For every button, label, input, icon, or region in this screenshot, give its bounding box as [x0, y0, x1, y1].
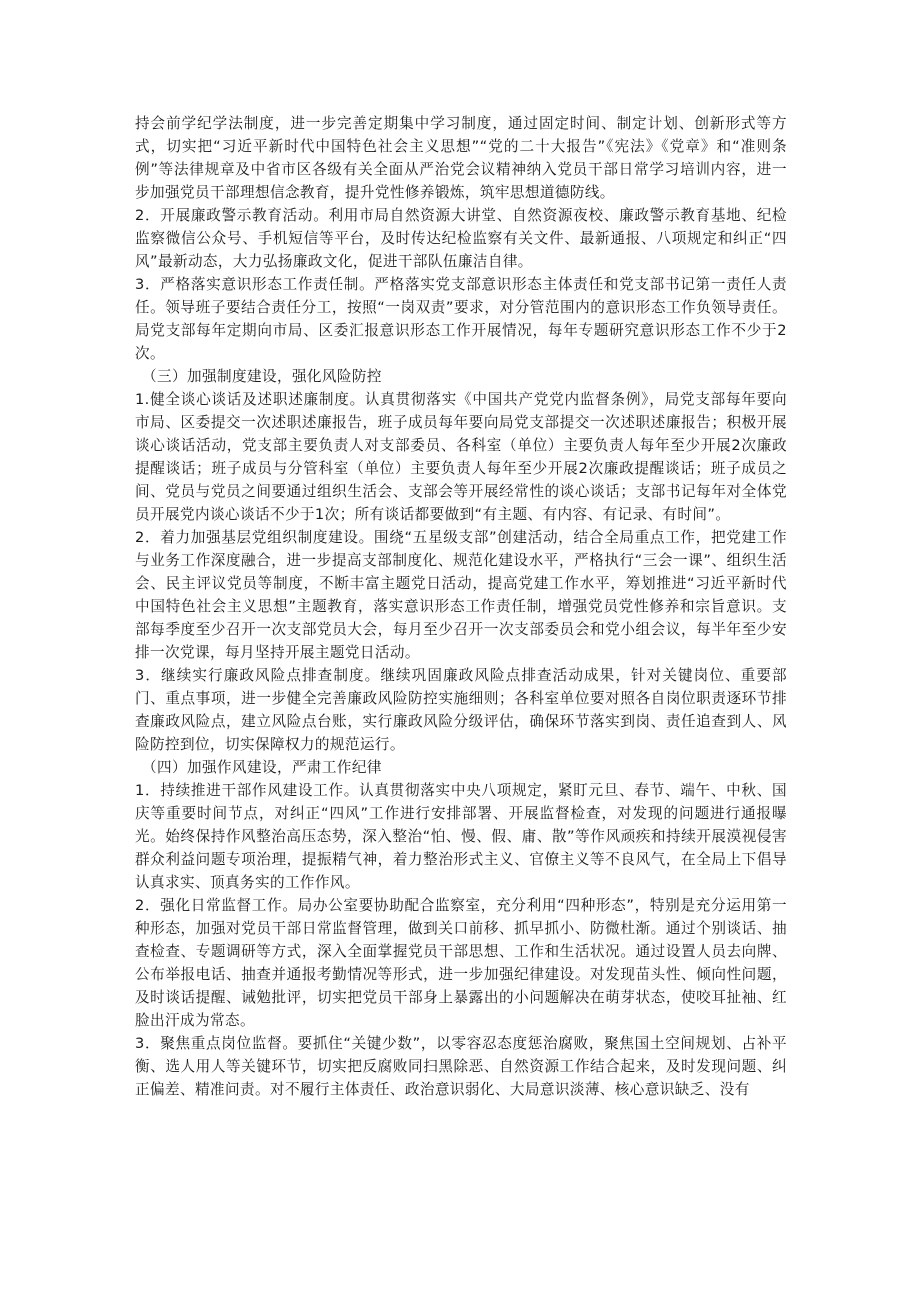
paragraph-risk-check: 3．继续实行廉政风险点排查制度。继续巩固廉政风险点排查活动成果，针对关键岗位、重要部门、重点事项，进一步健全完善廉政风险防控实施细则；各科室单位要对照各自岗位职责逐环节排查廉政风险点，建立风险点台账，实行廉政风险分级评估，确保环节落实到岗、责任追查到人、风险防控到位，切实保障权力的规范运行。: [135, 667, 787, 753]
paragraph-party-organization: 2．着力加强基层党组织制度建设。围绕“五星级支部”创建活动，结合全局重点工作，把党建工作与业务工作深度融合，进一步提高支部制度化、规范化建设水平，严格执行“三会一课”、组织生活会、民主评议党员等制度，不断丰富主题党日活动，提高党建工作水平，筹划推进“习近平新时代中国特色社会主义思想”主题教育，落实意识形态工作责任制，增强党员党性修养和宗旨意识。支部每季度至少召开一次支部党员大会，每月至少召开一次支部委员会和党小组会议，每半年至少安排一次党课，每月坚持开展主题党日活动。: [135, 529, 787, 661]
paragraph-daily-supervision: 2．强化日常监督工作。局办公室要协助配合监察室，充分利用“四种形态”，特别是充分运用第一种形态，加强对党员干部日常监督管理，做到关口前移、抓早抓小、防微杜渐。通过个别谈话、抽查检查、专题调研等方式，深入全面掌握党员干部思想、工作和生活状况。通过设置人员去向牌、公布举报电话、抽查并通报考勤情况等形式，进一步加强纪律建设。对发现苗头性、倾向性问题，及时谈话提醒、诫勉批评，切实把党员干部身上暴露出的小问题解决在萌芽状态，使咬耳扯袖、红脸出汗成为常态。: [135, 897, 787, 1029]
section-heading-4: （四）加强作风建设，严肃工作纪律: [142, 759, 382, 776]
paragraph-talk-system: 1.健全谈心谈话及述职述廉制度。认真贯彻落实《中国共产党党内监督条例》，局党支部每年要向市局、区委提交一次述职述廉报告，班子成员每年要向局党支部提交一次述职述廉报告；积极开展谈心谈话活动，党支部主要负责人对支部委员、各科室（单位）主要负责人每年至少开展2次廉政提醒谈话；班子成员与分管科室（单位）主要负责人每年至少开展2次廉政提醒谈话；班子成员之间、党员与党员之间要通过组织生活会、支部会等开展经常性的谈心谈话；支部书记每年对全体党员开展党内谈心谈话不少于1次；所有谈话都要做到“有主题、有内容、有记录、有时间”。: [135, 391, 787, 523]
paragraph-study-system: 持会前学纪学法制度，进一步完善定期集中学习制度，通过固定时间、制定计划、创新形式等方式，切实把“习近平新时代中国特色社会主义思想”“党的二十大报告”《宪法》《党章》和“准则条例”等法律规章及中省市区各级有关全面从严治党会议精神纳入党员干部日常学习培训内容，进一步加强党员干部理想信念教育，提升党性修养锻炼，筑牢思想道德防线。: [135, 115, 787, 201]
document-page: [135, 112, 787, 1101]
paragraph-warning-education: 2．开展廉政警示教育活动。利用市局自然资源大讲堂、自然资源夜校、廉政警示教育基地、纪检监察微信公众号、手机短信等平台，及时传达纪检监察有关文件、最新通报、八项规定和纠正“四风”最新动态，大力弘扬廉政文化，促进干部队伍廉洁自律。: [135, 207, 787, 270]
paragraph-work-style: 1．持续推进干部作风建设工作。认真贯彻落实中央八项规定，紧盯元旦、春节、端午、中秋、国庆等重要时间节点，对纠正“四风”工作进行安排部署、开展监督检查，对发现的问题进行通报曝光。始终保持作风整治高压态势，深入整治“怕、慢、假、庸、散”等作风顽疾和持续开展漠视侵害群众利益问题专项治理，提振精气神，着力整治形式主义、官僚主义等不良风气，在全局上下倡导认真求实、顶真务实的工作作风。: [135, 782, 787, 891]
paragraph-key-position: 3．聚焦重点岗位监督。要抓住“关键少数”，以零容忍态度惩治腐败，聚焦国土空间规划、占补平衡、选人用人等关键环节，切实把反腐败同扫黑除恶、自然资源工作结合起来，及时发现问题、纠正偏差、精准问责。对不履行主体责任、政治意识弱化、大局意识淡薄、核心意识缺乏、没有: [135, 1035, 787, 1098]
section-heading-3: （三）加强制度建设，强化风险防控: [142, 368, 382, 385]
paragraph-ideology-responsibility: 3．严格落实意识形态工作责任制。严格落实党支部意识形态主体责任和党支部书记第一责任人责任。领导班子要结合责任分工，按照“一岗双责”要求，对分管范围内的意识形态工作负领导责任。局党支部每年定期向市局、区委汇报意识形态工作开展情况，每年专题研究意识形态工作不少于2次。: [135, 276, 787, 362]
